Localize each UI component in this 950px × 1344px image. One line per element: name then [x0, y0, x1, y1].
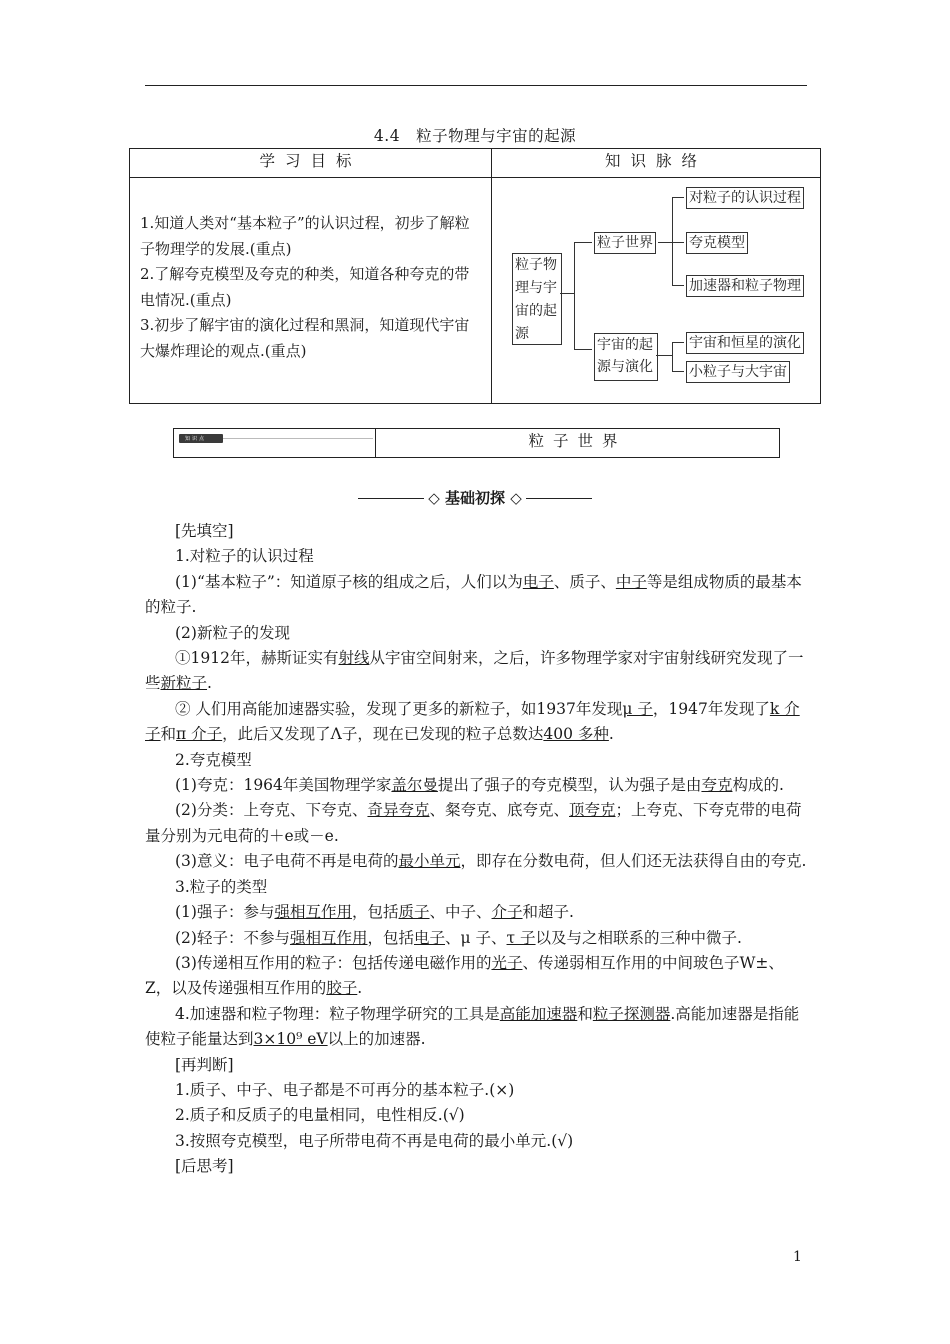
mindmap-leaf: 夸克模型 — [686, 232, 748, 254]
paragraph: (3)意义：电子电荷不再是电荷的最小单元，即存在分数电荷，但人们还无法获得自由的夸克. — [175, 852, 807, 871]
table-divider — [491, 149, 492, 403]
blank-answer: 高能加速器 — [499, 1004, 578, 1023]
heading: 1.对粒子的认识过程 — [175, 547, 314, 566]
objectives-table — [129, 148, 821, 404]
connector — [658, 242, 672, 243]
heading: 2.夸克模型 — [175, 750, 252, 769]
blank-answer: τ 子 — [506, 928, 536, 947]
connector — [672, 285, 684, 286]
paragraph: (1)“基本粒子”：知道原子核的组成之后，人们以为电子、质子、中子等是组成物质的最基本的粒子. — [145, 572, 802, 617]
paragraph: (1)强子：参与强相互作用，包括质子、中子、介子和超子. — [175, 903, 574, 922]
paragraph: 4.加速器和粒子物理：粒子物理学研究的工具是高能加速器和粒子探测器.高能加速器是指能使粒子能量达到3×10⁹ eV以上的加速器. — [145, 1004, 800, 1049]
blank-answer: 奇异夸克 — [367, 801, 430, 820]
header-rule — [145, 85, 807, 86]
judge-item: 3.按照夸克模型，电子所带电荷不再是电荷的最小单元.(√) — [175, 1131, 574, 1150]
connector — [672, 342, 673, 372]
blank-answer: 光子 — [491, 953, 523, 972]
mindmap-root: 粒子物理与宇宙的起源 — [512, 253, 562, 345]
mindmap-leaf: 小粒子与大宇宙 — [686, 361, 790, 383]
connector — [672, 197, 684, 198]
connector — [672, 342, 684, 343]
blank-answer: 中子 — [615, 572, 647, 591]
paragraph: ①1912年，赫斯证实有射线从宇宙空间射来，之后，许多物理学家对宇宙射线研究发现了一些新粒子. — [145, 649, 804, 693]
blank-answer: 质子 — [398, 903, 430, 922]
knowledge-point-tag: 知识点 — [179, 434, 223, 443]
paragraph: (3)传递相互作用的粒子：包括传递电磁作用的光子、传递弱相互作用的中间玻色子W±、Z，以及传递强相互作用的胶子. — [145, 953, 784, 998]
blank-answer: 最小单元 — [398, 852, 461, 871]
tag-rule — [223, 438, 373, 439]
goal-item: 1.知道人类对“基本粒子”的认识过程，初步了解粒子物理学的发展.(重点) — [140, 214, 470, 258]
connector — [574, 242, 592, 243]
blank-answer: 射线 — [338, 649, 370, 668]
connector — [672, 371, 684, 372]
judge-item: 1.质子、中子、电子都是不可再分的基本粒子.(×) — [175, 1080, 515, 1099]
page-number: 1 — [793, 1249, 802, 1265]
goal-item: 2.了解夸克模型及夸克的种类，知道各种夸克的带电情况.(重点) — [140, 265, 470, 309]
banner-rule — [526, 498, 592, 499]
judge-label: [再判断] — [175, 1055, 234, 1074]
blank-answer: 3×10⁹ eV — [253, 1030, 328, 1049]
goals-header: 学习目标 — [130, 149, 491, 178]
paragraph: (2)轻子：不参与强相互作用，包括电子、μ 子、τ 子以及与之相联系的三种中微子. — [175, 928, 742, 947]
basics-banner: ◇ 基础初探 ◇ — [0, 487, 950, 508]
paragraph: (1)夸克：1964年美国物理学家盖尔曼提出了强子的夸克模型，认为强子是由夸克构成的. — [175, 776, 784, 795]
mindmap-branch-universe: 宇宙的起源与演化 — [594, 333, 658, 381]
subheading: (2)新粒子的发现 — [175, 623, 290, 642]
paragraph: ② 人们用高能加速器实验，发现了更多的新粒子，如1937年发现μ 子，1947年发现了k 介子和π 介子，此后又发现了Λ子，现在已发现的粒子总数达400 多种. — [145, 699, 800, 744]
banner-rule — [358, 498, 424, 499]
mindmap-leaf: 加速器和粒子物理 — [686, 275, 804, 297]
section-name: 粒子世界 — [528, 432, 627, 450]
think-label: [后思考] — [175, 1157, 234, 1176]
heading: 3.粒子的类型 — [175, 877, 268, 896]
connector — [560, 293, 574, 294]
blank-answer: 盖尔曼 — [391, 776, 438, 795]
map-header: 知识脉络 — [492, 149, 820, 178]
page-title: 4.4 粒子物理与宇宙的起源 — [373, 127, 577, 145]
blank-answer: 介子 — [491, 903, 523, 922]
blank-answer: 胶子 — [326, 979, 358, 998]
mindmap-leaf: 宇宙和恒星的演化 — [686, 332, 804, 354]
connector — [574, 242, 575, 350]
blank-answer: k 介子 — [145, 699, 800, 744]
blank-answer: μ 子 — [622, 699, 653, 718]
mindmap-branch-particles: 粒子世界 — [594, 232, 656, 254]
mindmap-leaf: 对粒子的认识过程 — [686, 187, 804, 209]
blank-answer: 400 多种 — [543, 725, 609, 744]
blank-answer: 电子 — [522, 572, 554, 591]
goals-list — [140, 211, 480, 364]
blank-answer: 顶夸克 — [569, 801, 616, 820]
goal-item: 3.初步了解宇宙的演化过程和黑洞，知道现代宇宙大爆炸理论的观点.(重点) — [140, 316, 470, 360]
blank-answer: 强相互作用 — [274, 903, 352, 922]
fill-blank-label: [先填空] — [175, 522, 234, 540]
connector — [574, 349, 592, 350]
connector — [672, 242, 684, 243]
blank-answer: 粒子探测器 — [592, 1004, 671, 1023]
lesson-body — [145, 519, 809, 1180]
blank-answer: 夸克 — [701, 776, 733, 795]
blank-answer: 强相互作用 — [289, 928, 368, 947]
connector — [672, 197, 673, 285]
section-header — [173, 428, 780, 458]
blank-answer: 电子 — [414, 928, 446, 947]
judge-item: 2.质子和反质子的电量相同，电性相反.(√) — [175, 1106, 465, 1125]
connector — [656, 355, 672, 356]
paragraph: (2)分类：上夸克、下夸克、奇异夸克、粲夸克、底夸克、顶夸克；上夸克、下夸克带的电荷量分别为元电荷的＋e或－e. — [145, 801, 802, 845]
blank-answer: 新粒子 — [160, 674, 208, 693]
blank-answer: π 介子 — [176, 725, 223, 744]
